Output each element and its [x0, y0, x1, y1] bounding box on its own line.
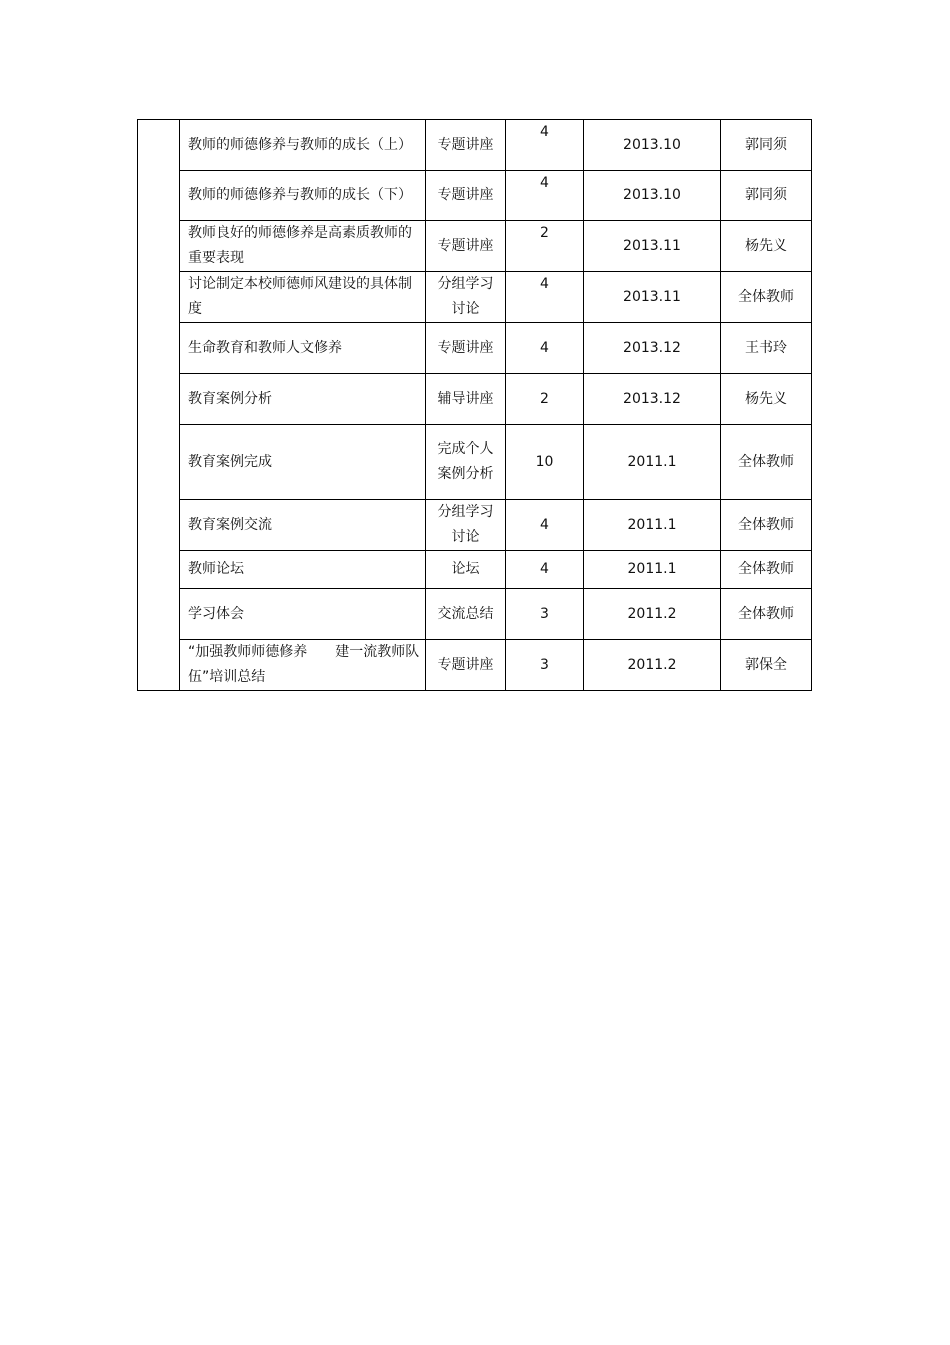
lecturer-cell: 郭保全 [721, 640, 812, 691]
category-cell [138, 120, 180, 691]
table-row [138, 425, 812, 500]
lecturer-cell: 全体教师 [721, 425, 812, 500]
hours-cell: 4 [506, 171, 584, 221]
form-cell: 辅导讲座 [426, 374, 506, 425]
form-cell: 专题讲座 [426, 221, 506, 272]
lecturer-cell: 全体教师 [721, 551, 812, 589]
lecturer-cell: 全体教师 [721, 500, 812, 551]
lecturer-cell: 全体教师 [721, 589, 812, 640]
lecturer-cell: 郭同须 [721, 120, 812, 171]
date-cell: 2013.12 [584, 374, 721, 425]
table-row [138, 221, 812, 272]
topic-cell: 生命教育和教师人文修养 [180, 323, 426, 374]
topic-cell: “加强教师师德修养 建一流教师队伍”培训总结 [180, 640, 426, 691]
form-cell: 分组学习讨论 [426, 272, 506, 323]
lecturer-cell: 杨先义 [721, 374, 812, 425]
date-cell: 2011.1 [584, 425, 721, 500]
topic-cell: 教育案例完成 [180, 425, 426, 500]
hours-cell: 3 [506, 640, 584, 691]
date-cell: 2013.10 [584, 120, 721, 171]
date-cell: 2013.12 [584, 323, 721, 374]
lecturer-cell: 王书玲 [721, 323, 812, 374]
form-cell: 分组学习讨论 [426, 500, 506, 551]
date-cell: 2011.2 [584, 589, 721, 640]
topic-cell: 教育案例交流 [180, 500, 426, 551]
hours-cell: 4 [506, 500, 584, 551]
hours-cell: 2 [506, 374, 584, 425]
form-cell: 完成个人案例分析 [426, 425, 506, 500]
table-row [138, 272, 812, 323]
date-cell: 2013.10 [584, 171, 721, 221]
table-row [138, 500, 812, 551]
table-row [138, 589, 812, 640]
hours-cell: 4 [506, 323, 584, 374]
topic-cell: 教师的师德修养与教师的成长（下） [180, 171, 426, 221]
training-schedule-table [137, 119, 812, 691]
table-row [138, 120, 812, 171]
form-cell: 交流总结 [426, 589, 506, 640]
date-cell: 2011.1 [584, 551, 721, 589]
form-cell: 论坛 [426, 551, 506, 589]
form-cell: 专题讲座 [426, 171, 506, 221]
hours-cell: 10 [506, 425, 584, 500]
table-row [138, 171, 812, 221]
date-cell: 2011.2 [584, 640, 721, 691]
hours-cell: 4 [506, 272, 584, 323]
topic-cell: 讨论制定本校师德师风建设的具体制度 [180, 272, 426, 323]
form-cell: 专题讲座 [426, 120, 506, 171]
date-cell: 2011.1 [584, 500, 721, 551]
hours-cell: 3 [506, 589, 584, 640]
table-row [138, 323, 812, 374]
form-cell: 专题讲座 [426, 640, 506, 691]
hours-cell: 4 [506, 551, 584, 589]
topic-cell: 教师的师德修养与教师的成长（上） [180, 120, 426, 171]
hours-cell: 2 [506, 221, 584, 272]
table-row [138, 374, 812, 425]
hours-cell: 4 [506, 120, 584, 171]
table-row [138, 551, 812, 589]
date-cell: 2013.11 [584, 272, 721, 323]
form-cell: 专题讲座 [426, 323, 506, 374]
lecturer-cell: 全体教师 [721, 272, 812, 323]
topic-cell: 教师良好的师德修养是高素质教师的重要表现 [180, 221, 426, 272]
topic-cell: 教师论坛 [180, 551, 426, 589]
topic-cell: 学习体会 [180, 589, 426, 640]
lecturer-cell: 杨先义 [721, 221, 812, 272]
topic-cell: 教育案例分析 [180, 374, 426, 425]
date-cell: 2013.11 [584, 221, 721, 272]
table-row [138, 640, 812, 691]
lecturer-cell: 郭同须 [721, 171, 812, 221]
